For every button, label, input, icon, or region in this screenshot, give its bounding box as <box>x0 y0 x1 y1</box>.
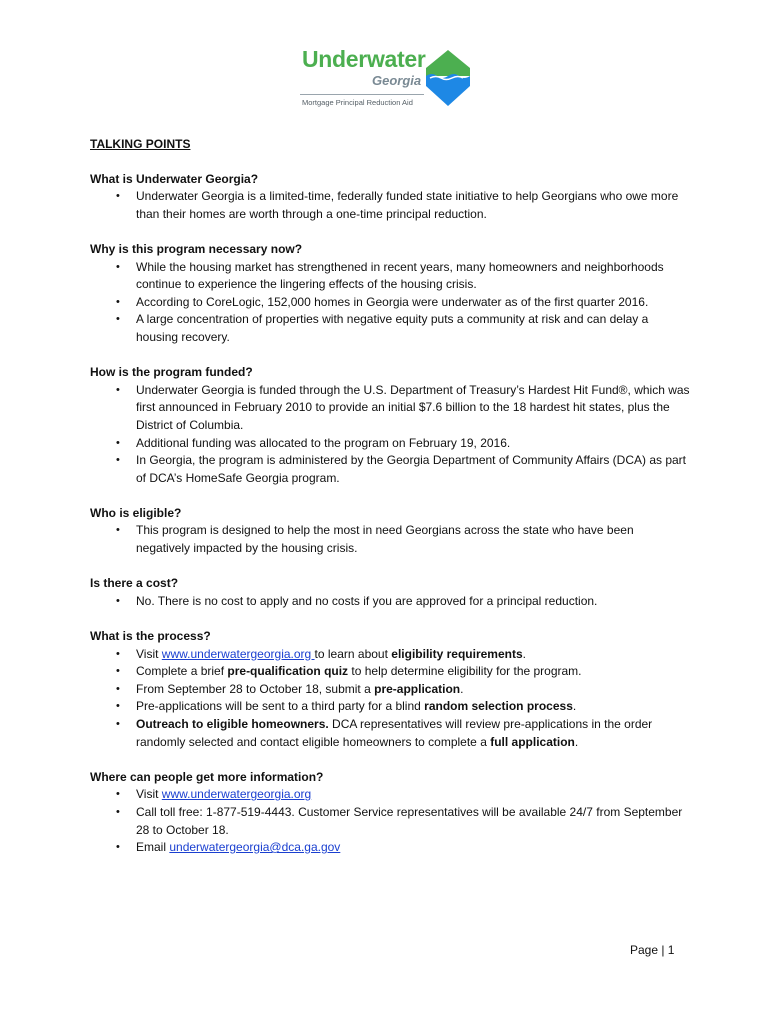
faq-section-eligible <box>90 505 690 558</box>
list-item: • Visit www.underwatergeorgia.org to learn about eligibility requirements. <box>116 646 526 661</box>
bullet-list <box>90 522 690 557</box>
list-item: • Underwater Georgia is a limited-time, federally funded state initiative to help Georgians who owe more than their homes are worth through a one-time principal reduction. <box>116 189 679 221</box>
logo-wordmark: Underwater <box>302 46 426 72</box>
page-title: TALKING POINTS <box>90 137 191 151</box>
section-question: Where can people get more information? <box>90 769 324 784</box>
list-item: • While the housing market has strengthened in recent years, many homeowners and neighborhoods continue to experience the lingering effects of the housing crisis. <box>116 259 664 292</box>
section-question: Who is eligible? <box>90 505 182 520</box>
list-item: • Complete a brief pre-qualification quiz to help determine eligibility for the program. <box>116 664 582 679</box>
list-item: • Outreach to eligible homeowners. DCA representatives will review pre-applications in the order randomly selected and contact eligible homeowners to complete a full application. <box>116 717 653 749</box>
logo-tagline: Mortgage Principal Reduction Aid <box>302 98 413 107</box>
list-item: • This program is designed to help the most in need Georgians across the state who have been negatively impacted by the housing crisis. <box>116 523 634 556</box>
bullet-list <box>90 593 690 611</box>
section-question: What is the process? <box>90 629 211 644</box>
bullet-list <box>90 382 690 488</box>
list-item: • Visit www.underwatergeorgia.org <box>116 787 312 802</box>
list-item: • From September 28 to October 18, submit a pre-application. <box>116 681 464 696</box>
list-item: • Underwater Georgia is funded through the U.S. Department of Treasury’s Hardest Hit Fund®, which was first announced in February 2010 to provide an initial $7.6 billion to the 18 hardest hit states, plus the District of Columbia. <box>116 382 690 432</box>
section-question: Is there a cost? <box>90 576 179 591</box>
section-question: How is the program funded? <box>90 365 253 380</box>
page-number: Page | 1 <box>630 943 675 957</box>
faq-section-why <box>90 241 690 347</box>
document-body <box>90 136 690 874</box>
bullet-list <box>90 188 690 223</box>
list-item: • In Georgia, the program is administered by the Georgia Department of Community Affairs (DCA) as part of DCA’s HomeSafe Georgia program. <box>116 453 687 485</box>
faq-section-what <box>90 171 690 224</box>
website-link[interactable]: www.underwatergeorgia.org <box>161 646 315 661</box>
faq-section-more-info <box>90 769 690 857</box>
faq-section-cost <box>90 575 690 610</box>
list-item: • Pre-applications will be sent to a third party for a blind random selection process. <box>116 699 577 714</box>
faq-section-process <box>90 628 690 751</box>
list-item: • According to CoreLogic, 152,000 homes in Georgia were underwater as of the first quarter 2016. <box>116 294 649 309</box>
section-question: Why is this program necessary now? <box>90 241 303 256</box>
house-water-icon <box>426 50 470 106</box>
logo-subtitle: Georgia <box>372 73 422 88</box>
logo-divider <box>300 94 424 95</box>
bullet-list <box>90 786 690 856</box>
bullet-list <box>90 259 690 347</box>
email-link[interactable]: underwatergeorgia@dca.ga.gov <box>169 840 341 855</box>
list-item: • A large concentration of properties with negative equity puts a community at risk and can delay a housing recovery. <box>116 312 649 344</box>
list-item: • Additional funding was allocated to the program on February 19, 2016. <box>116 435 511 450</box>
faq-section-funding <box>90 364 690 487</box>
underwater-georgia-logo <box>300 46 475 112</box>
website-link[interactable]: www.underwatergeorgia.org <box>161 787 312 802</box>
bullet-list <box>90 646 690 752</box>
list-item: • Email underwatergeorgia@dca.ga.gov <box>116 840 341 855</box>
section-question: What is Underwater Georgia? <box>90 171 259 186</box>
list-item: • Call toll free: 1-877-519-4443. Customer Service representatives will be available 24/7 from September 28 to October 18. <box>116 804 683 837</box>
list-item: • No. There is no cost to apply and no costs if you are approved for a principal reduction. <box>116 593 598 608</box>
